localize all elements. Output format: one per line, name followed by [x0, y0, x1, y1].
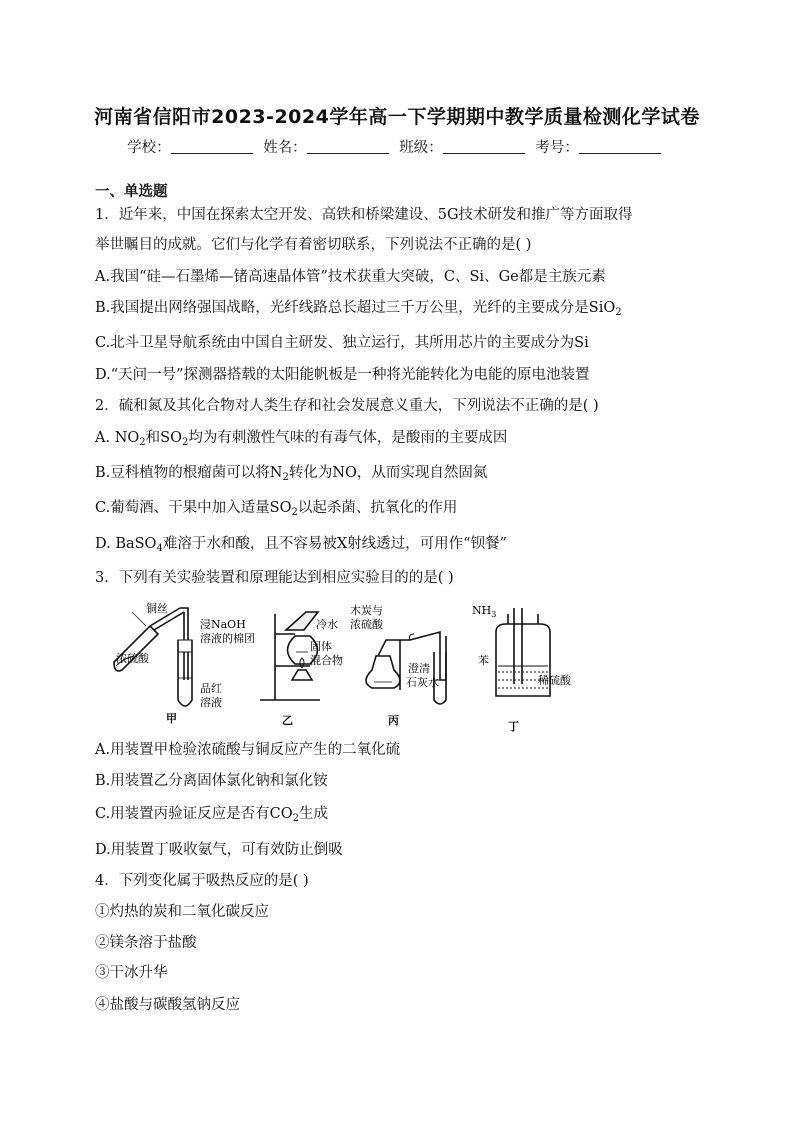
label-limewater-1: 澄清	[408, 662, 430, 675]
q4-item-2: ②镁条溶于盐酸	[95, 935, 197, 951]
q1-stem-line1: 1．近年来，中国在探索太空开发、高铁和桥梁建设、5G技术研发和推广等方面取得	[95, 207, 633, 223]
label-solid-2: 混合物	[310, 654, 343, 667]
q2-option-b: B.豆科植物的根瘤菌可以将$N_2$转化为NO，从而实现自然固氮	[95, 465, 488, 483]
q2-option-a: A. $NO_2$和$SO_2$均为有刺激性气味的有毒气体，是酸雨的主要成因	[95, 430, 508, 448]
apparatus-bing	[366, 632, 446, 704]
label-nh3: $NH_3$	[472, 604, 497, 619]
name-blank[interactable]	[307, 139, 389, 154]
q2-stem: 2．硫和氮及其化合物对人类生存和社会发展意义重大，下列说法不正确的是( )	[95, 398, 599, 414]
q1-option-d: D.“天问一号”探测器搭载的太阳能帆板是一种将光能转化为电能的原电池装置	[95, 367, 590, 383]
q3-option-a: A.用装置甲检验浓硫酸与铜反应产生的二氧化硫	[95, 742, 401, 758]
label-dilute-h2so4: 稀硫酸	[538, 674, 571, 687]
tag-jia: 甲	[166, 712, 177, 725]
class-blank[interactable]	[443, 139, 525, 154]
school-blank[interactable]	[171, 139, 253, 154]
id-blank[interactable]	[579, 139, 661, 154]
label-charcoal-1: 木炭与	[350, 604, 383, 617]
q3-option-b: B.用装置乙分离固体氯化钠和氯化铵	[95, 773, 328, 789]
label-benzene: 苯	[478, 654, 489, 667]
label-conc-h2so4: 浓硫酸	[116, 652, 149, 665]
q3-stem: 3．下列有关实验装置和原理能达到相应实验目的的是( )	[95, 570, 454, 586]
label-naoh-cotton-2: 溶液的棉团	[200, 632, 255, 645]
class-label: 班级：	[399, 140, 443, 156]
label-magenta-1: 品红	[200, 682, 222, 695]
q4-item-4: ④盐酸与碳酸氢钠反应	[95, 997, 240, 1013]
label-solid-1: 固体	[310, 640, 332, 653]
q4-item-1: ①灼热的炭和二氧化碳反应	[95, 904, 269, 920]
tag-ding: 丁	[508, 720, 519, 733]
q2-option-d: D. BaSO$_4$难溶于水和酸，且不容易被X射线透过，可用作“钡餐”	[95, 536, 507, 554]
q4-item-3: ③干冰升华	[95, 965, 168, 981]
label-magenta-2: 溶液	[200, 696, 222, 709]
section-heading: 一、单选题	[95, 184, 168, 200]
apparatus-figure	[110, 600, 580, 735]
q1-stem-line2: 举世瞩目的成就。它们与化学有着密切联系，下列说法不正确的是( )	[95, 237, 532, 253]
label-charcoal-2: 浓硫酸	[350, 618, 383, 631]
school-label: 学校：	[127, 140, 171, 156]
label-naoh-cotton-1: 浸NaOH	[200, 618, 246, 631]
label-copper-wire: 铜丝	[146, 602, 168, 615]
label-limewater-2: 石灰水	[406, 676, 439, 689]
q3-option-c: C.用装置丙验证反应是否有$CO_2$生成	[95, 806, 329, 824]
tag-bing: 丙	[388, 714, 399, 727]
q1-option-c: C.北斗卫星导航系统由中国自主研发、独立运行，其所用芯片的主要成分为Si	[95, 335, 589, 351]
label-cold-water: 冷水	[316, 618, 338, 631]
tag-yi: 乙	[282, 714, 293, 727]
q4-stem: 4．下列变化属于吸热反应的是( )	[95, 873, 309, 889]
q2-option-c: C.葡萄酒、干果中加入适量$SO_2$以起杀菌、抗氧化的作用	[95, 500, 458, 518]
q3-option-d: D.用装置丁吸收氨气，可有效防止倒吸	[95, 842, 343, 858]
q1-option-b: B.我国提出网络强国战略，光纤线路总长超过三千万公里，光纤的主要成分是SiO$_2$	[95, 300, 622, 318]
student-info-row	[0, 136, 794, 157]
name-label: 姓名：	[263, 140, 307, 156]
q1-option-a: A.我国“硅—石墨烯—锗高速晶体管”技术获重大突破，C、Si、Ge都是主族元素	[95, 269, 606, 285]
id-label: 考号：	[535, 140, 579, 156]
page-title: 河南省信阳市2023-2024学年高一下学期期中教学质量检测化学试卷	[94, 106, 700, 128]
